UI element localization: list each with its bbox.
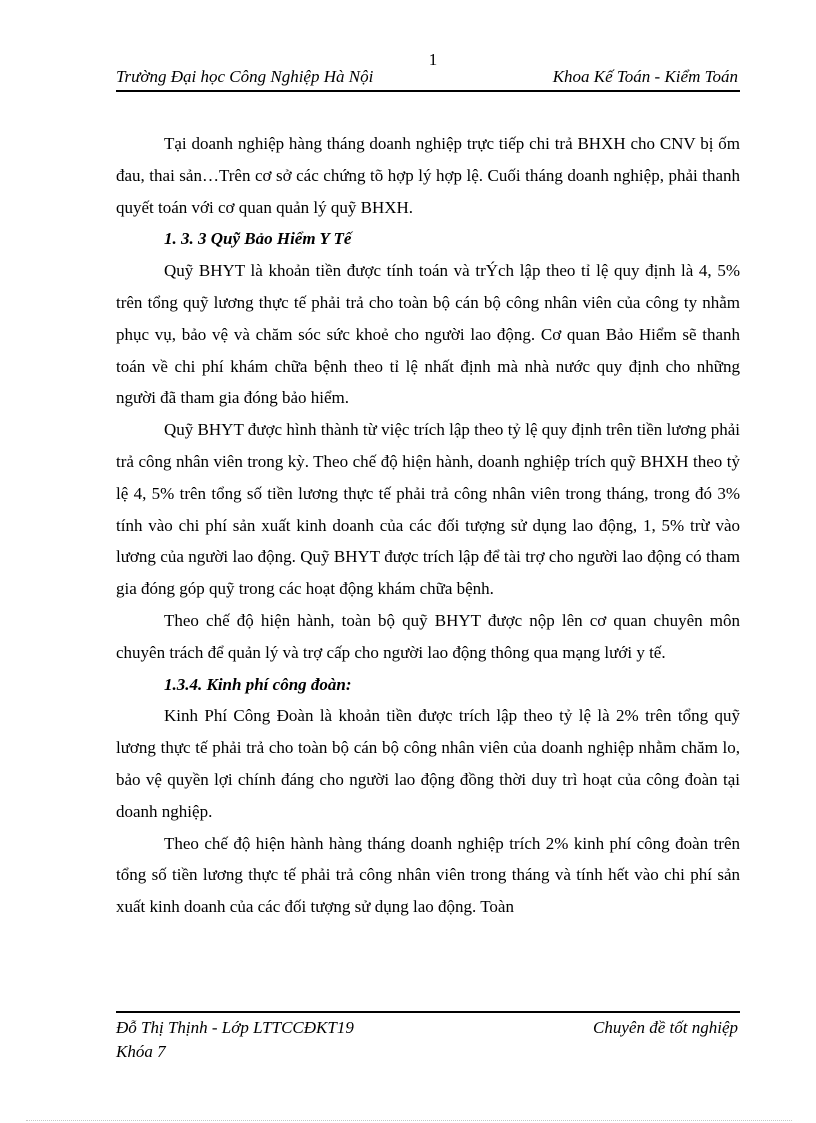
- paragraph-bhyt-definition: Quỹ BHYT là khoản tiền được tính toán và trÝch lập theo tỉ lệ quy định là 4, 5% trên tổng quỹ lương thực tế phải trả cho toàn bộ cán bộ công nhân viên của công ty nhằm phục vụ, bảo vệ và chăm sóc sức khoẻ cho người lao động. Cơ quan Bảo Hiểm sẽ thanh toán về chi phí khám chữa bệnh theo tỉ lệ nhất định mà nhà nước quy định cho những người đã tham gia đóng bảo hiểm.: [116, 261, 740, 408]
- page-header: [116, 64, 740, 92]
- footer-author: Đỗ Thị Thịnh - Lớp LTTCCĐKT19: [116, 1018, 354, 1037]
- header-department: Khoa Kế Toán - Kiểm Toán: [552, 67, 738, 86]
- paragraph-kpcd-definition: Kinh Phí Công Đoàn là khoản tiền được trích lập theo tỷ lệ là 2% trên tổng quỹ lương thực tế phải trả cho toàn bộ cán bộ công nhân viên của doanh nghiệp nhằm chăm lo, bảo vệ quyền lợi chính đáng cho người lao động đồng thời duy trì hoạt của công đoàn tại doanh nghiệp.: [116, 706, 740, 821]
- paragraph-bhyt-formation: Quỹ BHYT được hình thành từ việc trích lập theo tỷ lệ quy định trên tiền lương phải trả công nhân viên trong kỳ. Theo chế độ hiện hành, doanh nghiệp trích quỹ BHXH theo tỷ lệ 4, 5% trên tổng số tiền lương thực tế phải trả công nhân viên trong tháng, trong đó 3% tính vào chi phí sản xuất kinh doanh của các đối tượng sử dụng lao động, 1, 5% trừ vào lương của người lao động. Quỹ BHYT được trích lập để tài trợ cho người lao động có tham gia đóng góp quỹ trong các hoạt động khám chữa bệnh.: [116, 420, 740, 599]
- footer-doc-type: Chuyên đề tốt nghiệp: [593, 1018, 738, 1037]
- page-edge-divider: [26, 1120, 792, 1121]
- section-heading-bhyt: 1. 3. 3 Quỹ Bảo Hiểm Y Tế: [164, 229, 352, 249]
- document-body: [116, 128, 740, 923]
- header-school-name: Trường Đại học Công Nghiệp Hà Nội: [116, 67, 374, 86]
- paragraph-kpcd-regime: Theo chế độ hiện hành hàng tháng doanh nghiệp trích 2% kinh phí công đoàn trên tổng số tiền lương thực tế phải trả công nhân viên trong tháng và tính hết vào chi phí sản xuất kinh doanh của các đối tượng sử dụng lao động. Toàn: [116, 833, 740, 917]
- footer-course: Khóa 7: [116, 1042, 166, 1061]
- section-heading-kpcd: 1.3.4. Kinh phí công đoàn:: [164, 674, 352, 694]
- page-number: 1: [428, 50, 438, 69]
- footer-divider: [116, 1011, 740, 1013]
- paragraph-bhyt-submission: Theo chế độ hiện hành, toàn bộ quỹ BHYT được nộp lên cơ quan chuyên môn chuyên trách để quản lý và trợ cấp cho người lao động thông qua mạng lưới y tế.: [116, 610, 740, 662]
- paragraph-bhxh-payment: Tại doanh nghiệp hàng tháng doanh nghiệp trực tiếp chi trả BHXH cho CNV bị ốm đau, thai sản…Trên cơ sở các chứng tõ hợp lý hợp lệ. Cuối tháng doanh nghiệp, phải thanh quyết toán với cơ quan quản lý quỹ BHXH.: [116, 134, 740, 217]
